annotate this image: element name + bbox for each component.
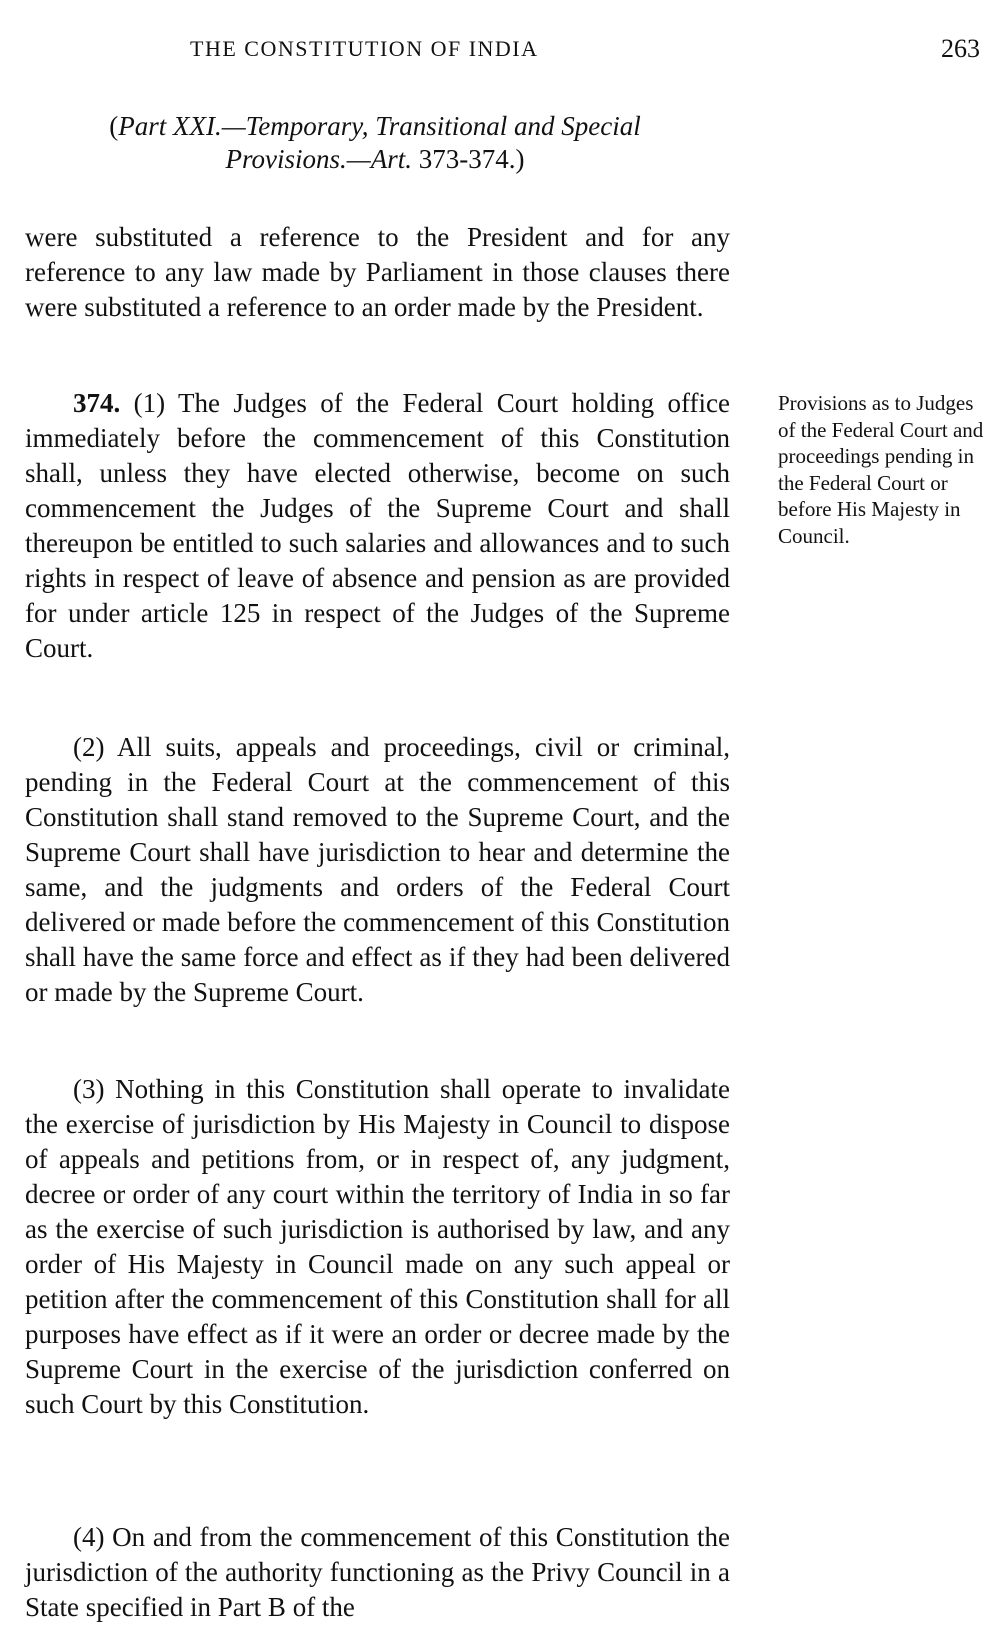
marginal-note: Provisions as to Judges of the Federal Court and proceedings pending in the Federal Court or before His Majesty in Council. — [778, 391, 984, 548]
part-heading-articles: 373-374.) — [412, 144, 525, 174]
article-374-clause-2 — [25, 730, 730, 1010]
clause-1-paragraph — [25, 386, 730, 666]
continuation-paragraph — [25, 220, 730, 325]
clause-3-text: (3) Nothing in this Constitution shall operate to invalidate the exercise of jurisdiction by His Majesty in Council to dispose of appeals and petitions from, or in respect of, any judgment, decree or order of any court within the territory of India in so far as the exercise of such jurisdiction is authorised by law, and any order of His Majesty in Council made on any such appeal or petition after the commencement of this Constitution shall for all purposes have effect as if it were an order or decree made by the Supreme Court in the exercise of the jurisdiction conferred on such Court by this Constitution. — [25, 1074, 730, 1419]
clause-1-text: (1) The Judges of the Federal Court holding office immediately before the commencement of this Constitution shall, unless they have elected otherwise, become on such commencement the Judges of the Supreme Court and shall thereupon be entitled to such salaries and allowances and to such rights in respect of leave of absence and pension as are provided for under article 125 in respect of the Judges of the Supreme Court. — [25, 388, 730, 663]
page-number: 263 — [941, 34, 980, 63]
clause-4-text: (4) On and from the commencement of this Constitution the jurisdiction of the authority functioning as the Privy Council in a State specified in Part B of the — [25, 1522, 730, 1622]
article-374-clause-4 — [25, 1520, 730, 1625]
part-heading — [60, 110, 690, 176]
part-heading-title: Part XXI.—Temporary, Transitional and Special Provisions.—Art. — [118, 111, 641, 174]
article-number: 374. — [73, 388, 121, 418]
article-374-clause-3 — [25, 1072, 730, 1422]
running-head: THE CONSTITUTION OF INDIA — [190, 36, 539, 61]
part-heading-paren: ( — [109, 111, 119, 141]
article-374-clause-1 — [25, 386, 730, 666]
clause-2-text: (2) All suits, appeals and proceedings, civil or criminal, pending in the Federal Court at the commencement of this Constitution shall stand removed to the Supreme Court, and the Supreme Court shall have jurisdiction to hear and determine the same, and the judgments and orders of the Federal Court delivered or made before the commencement of this Constitution shall have the same force and effect as if they had been delivered or made by the Supreme Court. — [25, 732, 730, 1007]
continuation-text: were substituted a reference to the President and for any reference to any law made by Parliament in those clauses there were substituted a reference to an order made by the President. — [25, 222, 730, 322]
